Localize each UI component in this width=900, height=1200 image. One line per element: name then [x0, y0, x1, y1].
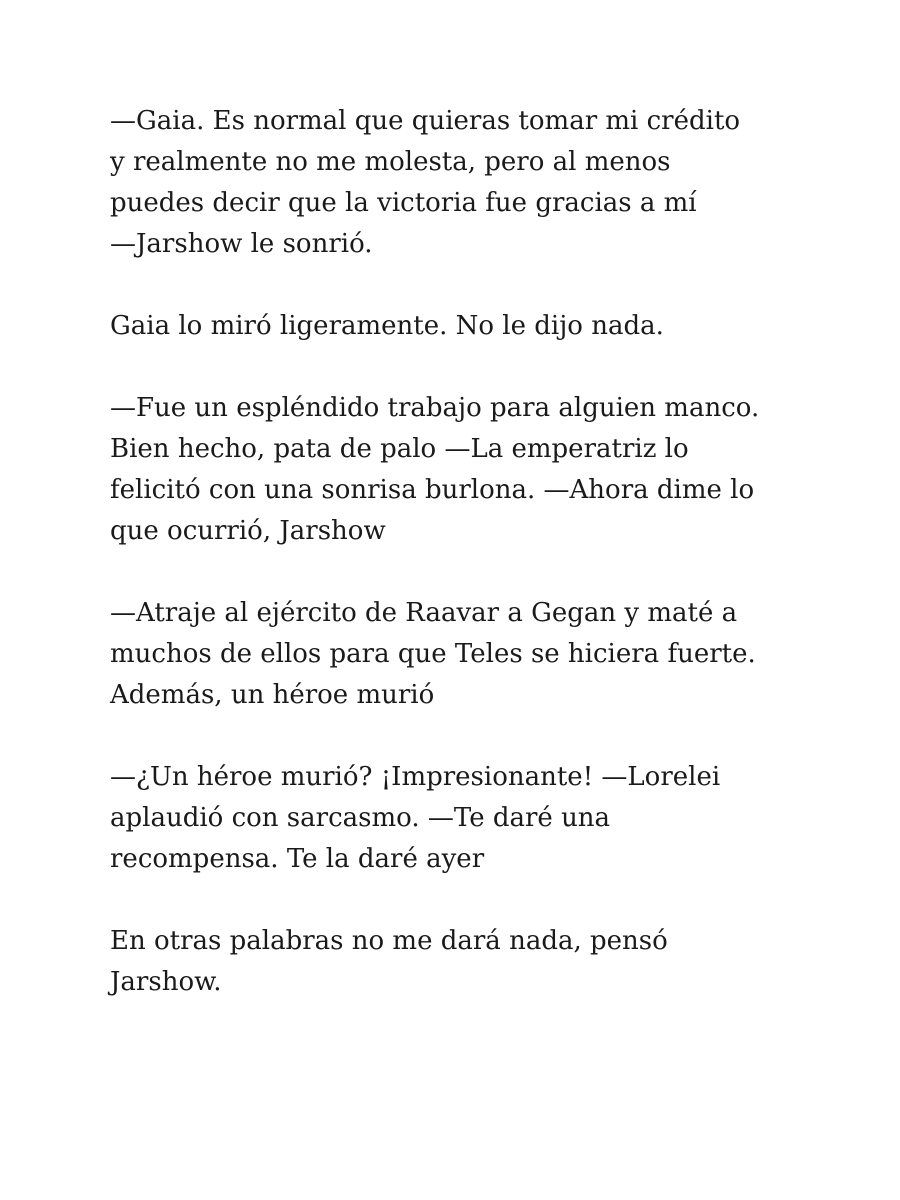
- text-line: En otras palabras no me dará nada, pensó: [110, 926, 668, 956]
- text-line: —Gaia. Es normal que quieras tomar mi crédito: [110, 106, 741, 136]
- text-line: —Jarshow le sonrió.: [110, 229, 373, 259]
- text-line: —Fue un espléndido trabajo para alguien manco.: [110, 393, 760, 423]
- text-line: que ocurrió, Jarshow: [110, 516, 386, 546]
- text-line: felicitó con una sonrisa burlona. —Ahora dime lo: [110, 475, 755, 505]
- paragraph-5: [110, 757, 830, 880]
- text-line: —Atraje al ejército de Raavar a Gegan y maté a: [110, 598, 738, 628]
- paragraph-4: [110, 593, 830, 716]
- text-line: Bien hecho, pata de palo —La emperatriz lo: [110, 434, 689, 464]
- text-line: recompensa. Te la daré ayer: [110, 844, 485, 874]
- text-line: Gaia lo miró ligeramente. No le dijo nada.: [110, 311, 664, 341]
- paragraph-3: [110, 388, 830, 552]
- paragraph-1: [110, 101, 830, 265]
- text-line: —¿Un héroe murió? ¡Impresionante! —Lorelei: [110, 762, 721, 792]
- text-line: muchos de ellos para que Teles se hiciera fuerte.: [110, 639, 756, 669]
- document-page: [110, 101, 830, 1044]
- paragraph-2: [110, 306, 830, 347]
- paragraph-6: [110, 921, 830, 1003]
- text-line: aplaudió con sarcasmo. —Te daré una: [110, 803, 611, 833]
- text-line: puedes decir que la victoria fue gracias a mí: [110, 188, 697, 218]
- text-line: y realmente no me molesta, pero al menos: [110, 147, 671, 177]
- text-line: Jarshow.: [110, 967, 222, 997]
- text-line: Además, un héroe murió: [110, 680, 435, 710]
